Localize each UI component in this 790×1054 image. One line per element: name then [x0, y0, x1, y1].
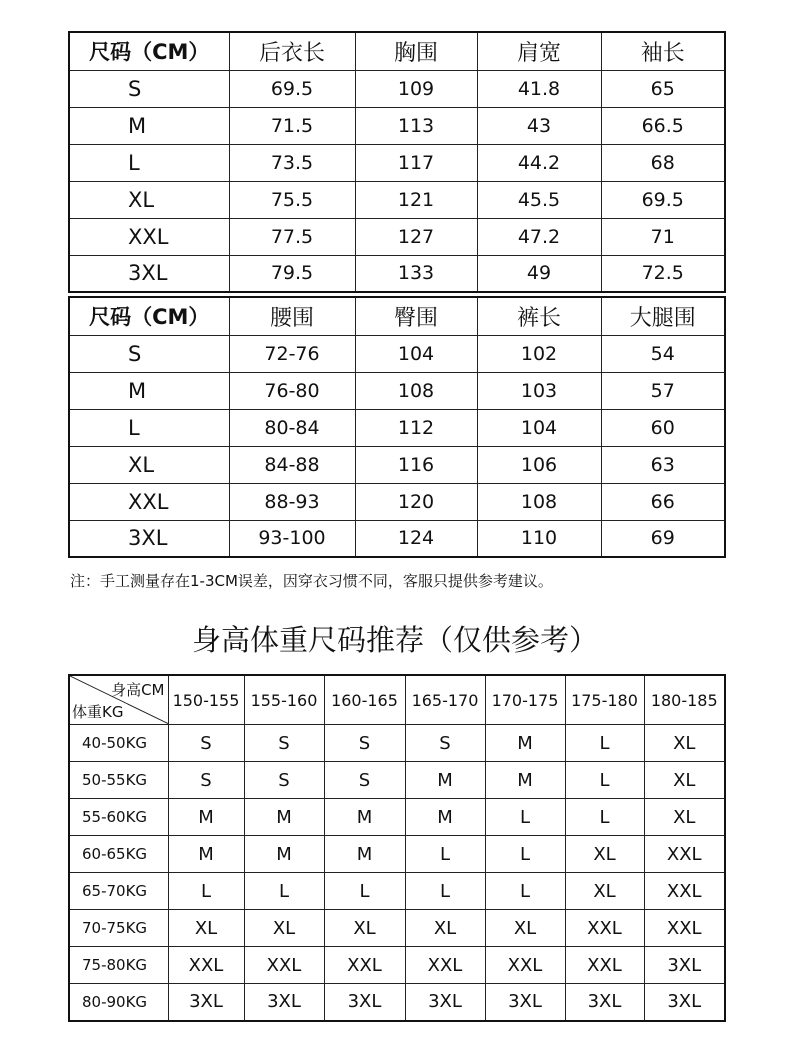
table-row — [69, 799, 725, 836]
value-cell: 75.5 — [229, 181, 355, 218]
table-row — [69, 483, 725, 520]
table-row — [69, 70, 725, 107]
table-row — [69, 335, 725, 372]
size-cell: M — [244, 799, 324, 836]
size-cell: 3XL — [69, 255, 229, 292]
size-cell: 3XL — [644, 947, 725, 984]
size-cell: XL — [405, 910, 485, 947]
height-header: 175-180 — [565, 675, 644, 725]
size-cell: XXL — [644, 873, 725, 910]
size-cell: 3XL — [565, 984, 644, 1021]
value-cell: 44.2 — [477, 144, 601, 181]
value-cell: 41.8 — [477, 70, 601, 107]
size-cell: L — [485, 799, 565, 836]
value-cell: 104 — [355, 335, 477, 372]
bottom-size-table — [68, 296, 726, 558]
weight-cell: 40-50KG — [69, 725, 168, 762]
size-cell: XL — [644, 725, 725, 762]
size-cell: L — [565, 725, 644, 762]
value-cell: 66 — [601, 483, 725, 520]
weight-cell: 50-55KG — [69, 762, 168, 799]
value-cell: 72-76 — [229, 335, 355, 372]
header-thigh: 大腿围 — [601, 297, 725, 335]
size-cell: L — [69, 409, 229, 446]
value-cell: 69 — [601, 520, 725, 557]
value-cell: 69.5 — [601, 181, 725, 218]
size-cell: 3XL — [485, 984, 565, 1021]
value-cell: 117 — [355, 144, 477, 181]
size-cell: XXL — [244, 947, 324, 984]
header-sleeve: 袖长 — [601, 32, 725, 70]
size-cell: XXL — [69, 483, 229, 520]
value-cell: 108 — [477, 483, 601, 520]
value-cell: 68 — [601, 144, 725, 181]
value-cell: 106 — [477, 446, 601, 483]
weight-cell: 55-60KG — [69, 799, 168, 836]
size-cell: XXL — [565, 947, 644, 984]
size-cell: XL — [644, 762, 725, 799]
header-chest: 胸围 — [355, 32, 477, 70]
table-row — [69, 218, 725, 255]
size-cell: M — [485, 725, 565, 762]
header-shoulder: 肩宽 — [477, 32, 601, 70]
size-cell: 3XL — [69, 520, 229, 557]
value-cell: 57 — [601, 372, 725, 409]
table-row — [69, 725, 725, 762]
size-cell: S — [244, 725, 324, 762]
value-cell: 120 — [355, 483, 477, 520]
value-cell: 103 — [477, 372, 601, 409]
size-cell: L — [485, 836, 565, 873]
value-cell: 84-88 — [229, 446, 355, 483]
size-cell: 3XL — [324, 984, 405, 1021]
table-row — [69, 107, 725, 144]
size-cell: 3XL — [244, 984, 324, 1021]
size-cell: XL — [565, 836, 644, 873]
top-size-table — [68, 31, 726, 293]
table-row — [69, 520, 725, 557]
value-cell: 47.2 — [477, 218, 601, 255]
header-hip: 臀围 — [355, 297, 477, 335]
table-header-row — [69, 297, 725, 335]
table-header-row — [69, 32, 725, 70]
table-row — [69, 372, 725, 409]
size-cell: S — [69, 70, 229, 107]
recommendation-table — [68, 674, 726, 1022]
table-row — [69, 984, 725, 1021]
recommendation-title: 身高体重尺码推荐（仅供参考） — [191, 623, 598, 657]
value-cell: 43 — [477, 107, 601, 144]
value-cell: 76-80 — [229, 372, 355, 409]
weight-cell: 80-90KG — [69, 984, 168, 1021]
size-cell: M — [168, 799, 244, 836]
weight-cell: 65-70KG — [69, 873, 168, 910]
value-cell: 60 — [601, 409, 725, 446]
size-cell: XL — [168, 910, 244, 947]
value-cell: 93-100 — [229, 520, 355, 557]
size-cell: L — [69, 144, 229, 181]
size-cell: 3XL — [168, 984, 244, 1021]
size-cell: XXL — [69, 218, 229, 255]
value-cell: 49 — [477, 255, 601, 292]
size-cell: XL — [69, 446, 229, 483]
value-cell: 124 — [355, 520, 477, 557]
size-cell: S — [324, 762, 405, 799]
weight-cell: 75-80KG — [69, 947, 168, 984]
value-cell: 133 — [355, 255, 477, 292]
size-cell: M — [405, 799, 485, 836]
size-cell: S — [69, 335, 229, 372]
value-cell: 65 — [601, 70, 725, 107]
size-cell: M — [168, 836, 244, 873]
size-cell: 3XL — [644, 984, 725, 1021]
value-cell: 66.5 — [601, 107, 725, 144]
header-size: 尺码（CM） — [69, 297, 229, 335]
header-back-length: 后衣长 — [229, 32, 355, 70]
table-row — [69, 181, 725, 218]
header-pants-length: 裤长 — [477, 297, 601, 335]
height-header: 180-185 — [644, 675, 725, 725]
size-cell: S — [244, 762, 324, 799]
size-cell: L — [168, 873, 244, 910]
value-cell: 104 — [477, 409, 601, 446]
value-cell: 63 — [601, 446, 725, 483]
size-cell: S — [405, 725, 485, 762]
height-axis-label: 身高CM — [111, 681, 165, 699]
size-cell: XL — [324, 910, 405, 947]
size-cell: M — [324, 836, 405, 873]
size-cell: XXL — [644, 836, 725, 873]
size-cell: XXL — [565, 910, 644, 947]
weight-axis-label: 体重KG — [72, 703, 124, 721]
value-cell: 72.5 — [601, 255, 725, 292]
value-cell: 113 — [355, 107, 477, 144]
size-cell: 3XL — [405, 984, 485, 1021]
table-row — [69, 255, 725, 292]
weight-cell: 60-65KG — [69, 836, 168, 873]
size-cell: M — [244, 836, 324, 873]
value-cell: 79.5 — [229, 255, 355, 292]
size-cell: L — [405, 836, 485, 873]
size-cell: M — [69, 372, 229, 409]
height-header: 165-170 — [405, 675, 485, 725]
value-cell: 88-93 — [229, 483, 355, 520]
value-cell: 121 — [355, 181, 477, 218]
value-cell: 45.5 — [477, 181, 601, 218]
value-cell: 127 — [355, 218, 477, 255]
size-cell: L — [565, 762, 644, 799]
size-cell: XL — [244, 910, 324, 947]
size-cell: M — [69, 107, 229, 144]
value-cell: 116 — [355, 446, 477, 483]
size-cell: L — [324, 873, 405, 910]
value-cell: 77.5 — [229, 218, 355, 255]
size-cell: XXL — [485, 947, 565, 984]
height-header: 150-155 — [168, 675, 244, 725]
size-cell: XXL — [168, 947, 244, 984]
size-cell: S — [324, 725, 405, 762]
size-cell: XL — [565, 873, 644, 910]
size-cell: XXL — [644, 910, 725, 947]
size-cell: XL — [69, 181, 229, 218]
size-cell: M — [324, 799, 405, 836]
size-cell: S — [168, 762, 244, 799]
table-row — [69, 836, 725, 873]
table-row — [69, 144, 725, 181]
size-cell: M — [485, 762, 565, 799]
value-cell: 71.5 — [229, 107, 355, 144]
table-row — [69, 910, 725, 947]
table-row — [69, 409, 725, 446]
header-size: 尺码（CM） — [69, 32, 229, 70]
corner-cell — [69, 675, 168, 725]
value-cell: 112 — [355, 409, 477, 446]
size-cell: L — [244, 873, 324, 910]
value-cell: 54 — [601, 335, 725, 372]
value-cell: 69.5 — [229, 70, 355, 107]
value-cell: 73.5 — [229, 144, 355, 181]
height-header: 155-160 — [244, 675, 324, 725]
table-row — [69, 762, 725, 799]
measurement-note: 注：手工测量存在1-3CM误差，因穿衣习惯不同，客服只提供参考建议。 — [70, 572, 553, 590]
size-cell: XXL — [324, 947, 405, 984]
size-cell: L — [405, 873, 485, 910]
value-cell: 108 — [355, 372, 477, 409]
table-row — [69, 947, 725, 984]
value-cell: 110 — [477, 520, 601, 557]
height-header: 170-175 — [485, 675, 565, 725]
height-header: 160-165 — [324, 675, 405, 725]
weight-cell: 70-75KG — [69, 910, 168, 947]
size-cell: XL — [485, 910, 565, 947]
size-cell: L — [565, 799, 644, 836]
size-cell: S — [168, 725, 244, 762]
table-row — [69, 873, 725, 910]
value-cell: 102 — [477, 335, 601, 372]
header-waist: 腰围 — [229, 297, 355, 335]
value-cell: 109 — [355, 70, 477, 107]
size-cell: XL — [644, 799, 725, 836]
size-cell: M — [405, 762, 485, 799]
table-row — [69, 446, 725, 483]
value-cell: 80-84 — [229, 409, 355, 446]
size-cell: L — [485, 873, 565, 910]
value-cell: 71 — [601, 218, 725, 255]
table-header-row — [69, 675, 725, 725]
size-cell: XXL — [405, 947, 485, 984]
